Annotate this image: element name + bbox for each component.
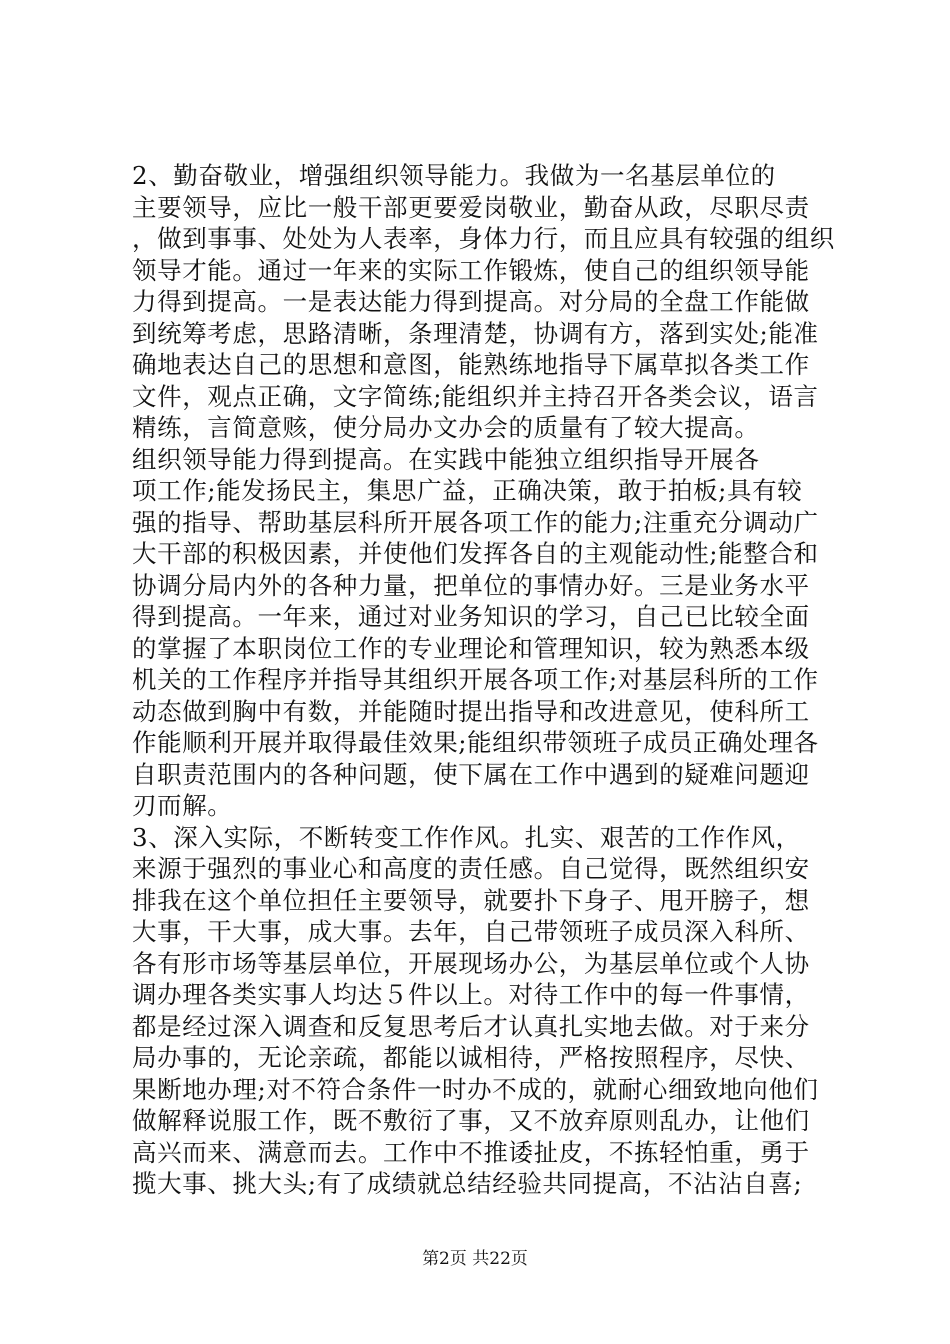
text-line: 到统筹考虑，思路清晰，条理清楚，协调有方，落到实处;能准 <box>132 318 819 348</box>
text-line: 局办事的，无论亲疏，都能以诚相待，严格按照程序，尽快、 <box>132 1043 810 1072</box>
page-number-footer: 第2页 共22页 <box>422 1249 528 1269</box>
text-line: 揽大事、挑大头;有了成绩就总结经验共同提高，不沾沾自喜; <box>132 1169 803 1198</box>
text-line: 力得到提高。一是表达能力得到提高。对分局的全盘工作能做 <box>132 287 810 316</box>
text-line: 果断地办理;对不符合条件一时办不成的，就耐心细致地向他们 <box>132 1074 819 1104</box>
text-line: 作能顺利开展并取得最佳效果;能组织带领班子成员正确处理各 <box>132 728 819 757</box>
text-line: 动态做到胸中有数，并能随时提出指导和改进意见，使科所工 <box>132 696 810 726</box>
text-line: 刃而解。 <box>132 791 233 820</box>
text-line: 机关的工作程序并指导其组织开展各项工作;对基层科所的工作 <box>132 665 819 694</box>
text-line: 3、深入实际，不断转变工作作风。扎实、艰苦的工作作风， <box>132 822 801 852</box>
text-line: 做解释说服工作，既不敷衍了事，又不放弃原则乱办，让他们 <box>132 1106 810 1135</box>
text-line: 调办理各类实事人均达５件以上。对待工作中的每一件事情， <box>132 980 810 1009</box>
text-line: 组织领导能力得到提高。在实践中能独立组织指导开展各 <box>132 444 760 474</box>
text-line: 精练，言简意赅，使分局办文办会的质量有了较大提高。 <box>132 413 760 442</box>
text-line: 2、勤奋敬业，增强组织领导能力。我做为一名基层单位的 <box>132 161 776 190</box>
text-line: 主要领导，应比一般干部更要爱岗敬业，勤奋从政，尽职尽责 <box>132 192 810 222</box>
text-line: ，做到事事、处处为人表率，身体力行，而且应具有较强的组织 <box>132 224 835 253</box>
text-line: 文件，观点正确，文字简练;能组织并主持召开各类会议，语言 <box>132 381 819 411</box>
text-line: 得到提高。一年来，通过对业务知识的学习，自己已比较全面 <box>132 602 810 631</box>
text-line: 确地表达自己的思想和意图，能熟练地指导下属草拟各类工作 <box>132 350 810 379</box>
text-line: 项工作;能发扬民主，集思广益，正确决策，敢于拍板;具有较 <box>132 476 803 505</box>
text-line: 大干部的积极因素，并使他们发挥各自的主观能动性;能整合和 <box>132 539 819 568</box>
text-line: 排我在这个单位担任主要领导，就要扑下身子、甩开膀子，想 <box>132 885 810 915</box>
text-line: 领导才能。通过一年来的实际工作锻炼，使自己的组织领导能 <box>132 255 810 285</box>
text-line: 自职责范围内的各种问题，使下属在工作中遇到的疑难问题迎 <box>132 759 810 789</box>
text-line: 各有形市场等基层单位，开展现场办公，为基层单位或个人协 <box>132 948 810 978</box>
text-line: 来源于强烈的事业心和高度的责任感。自己觉得，既然组织安 <box>132 854 810 883</box>
text-line: 协调分局内外的各种力量，把单位的事情办好。三是业务水平 <box>132 570 810 600</box>
text-line: 高兴而来、满意而去。工作中不推诿扯皮，不拣轻怕重，勇于 <box>132 1137 810 1167</box>
text-line: 强的指导、帮助基层科所开展各项工作的能力;注重充分调动广 <box>132 507 819 537</box>
text-line: 的掌握了本职岗位工作的专业理论和管理知识，较为熟悉本级 <box>132 633 810 663</box>
text-line: 都是经过深入调查和反复思考后才认真扎实地去做。对于来分 <box>132 1011 810 1041</box>
text-line: 大事，干大事，成大事。去年，自己带领班子成员深入科所、 <box>132 917 810 946</box>
